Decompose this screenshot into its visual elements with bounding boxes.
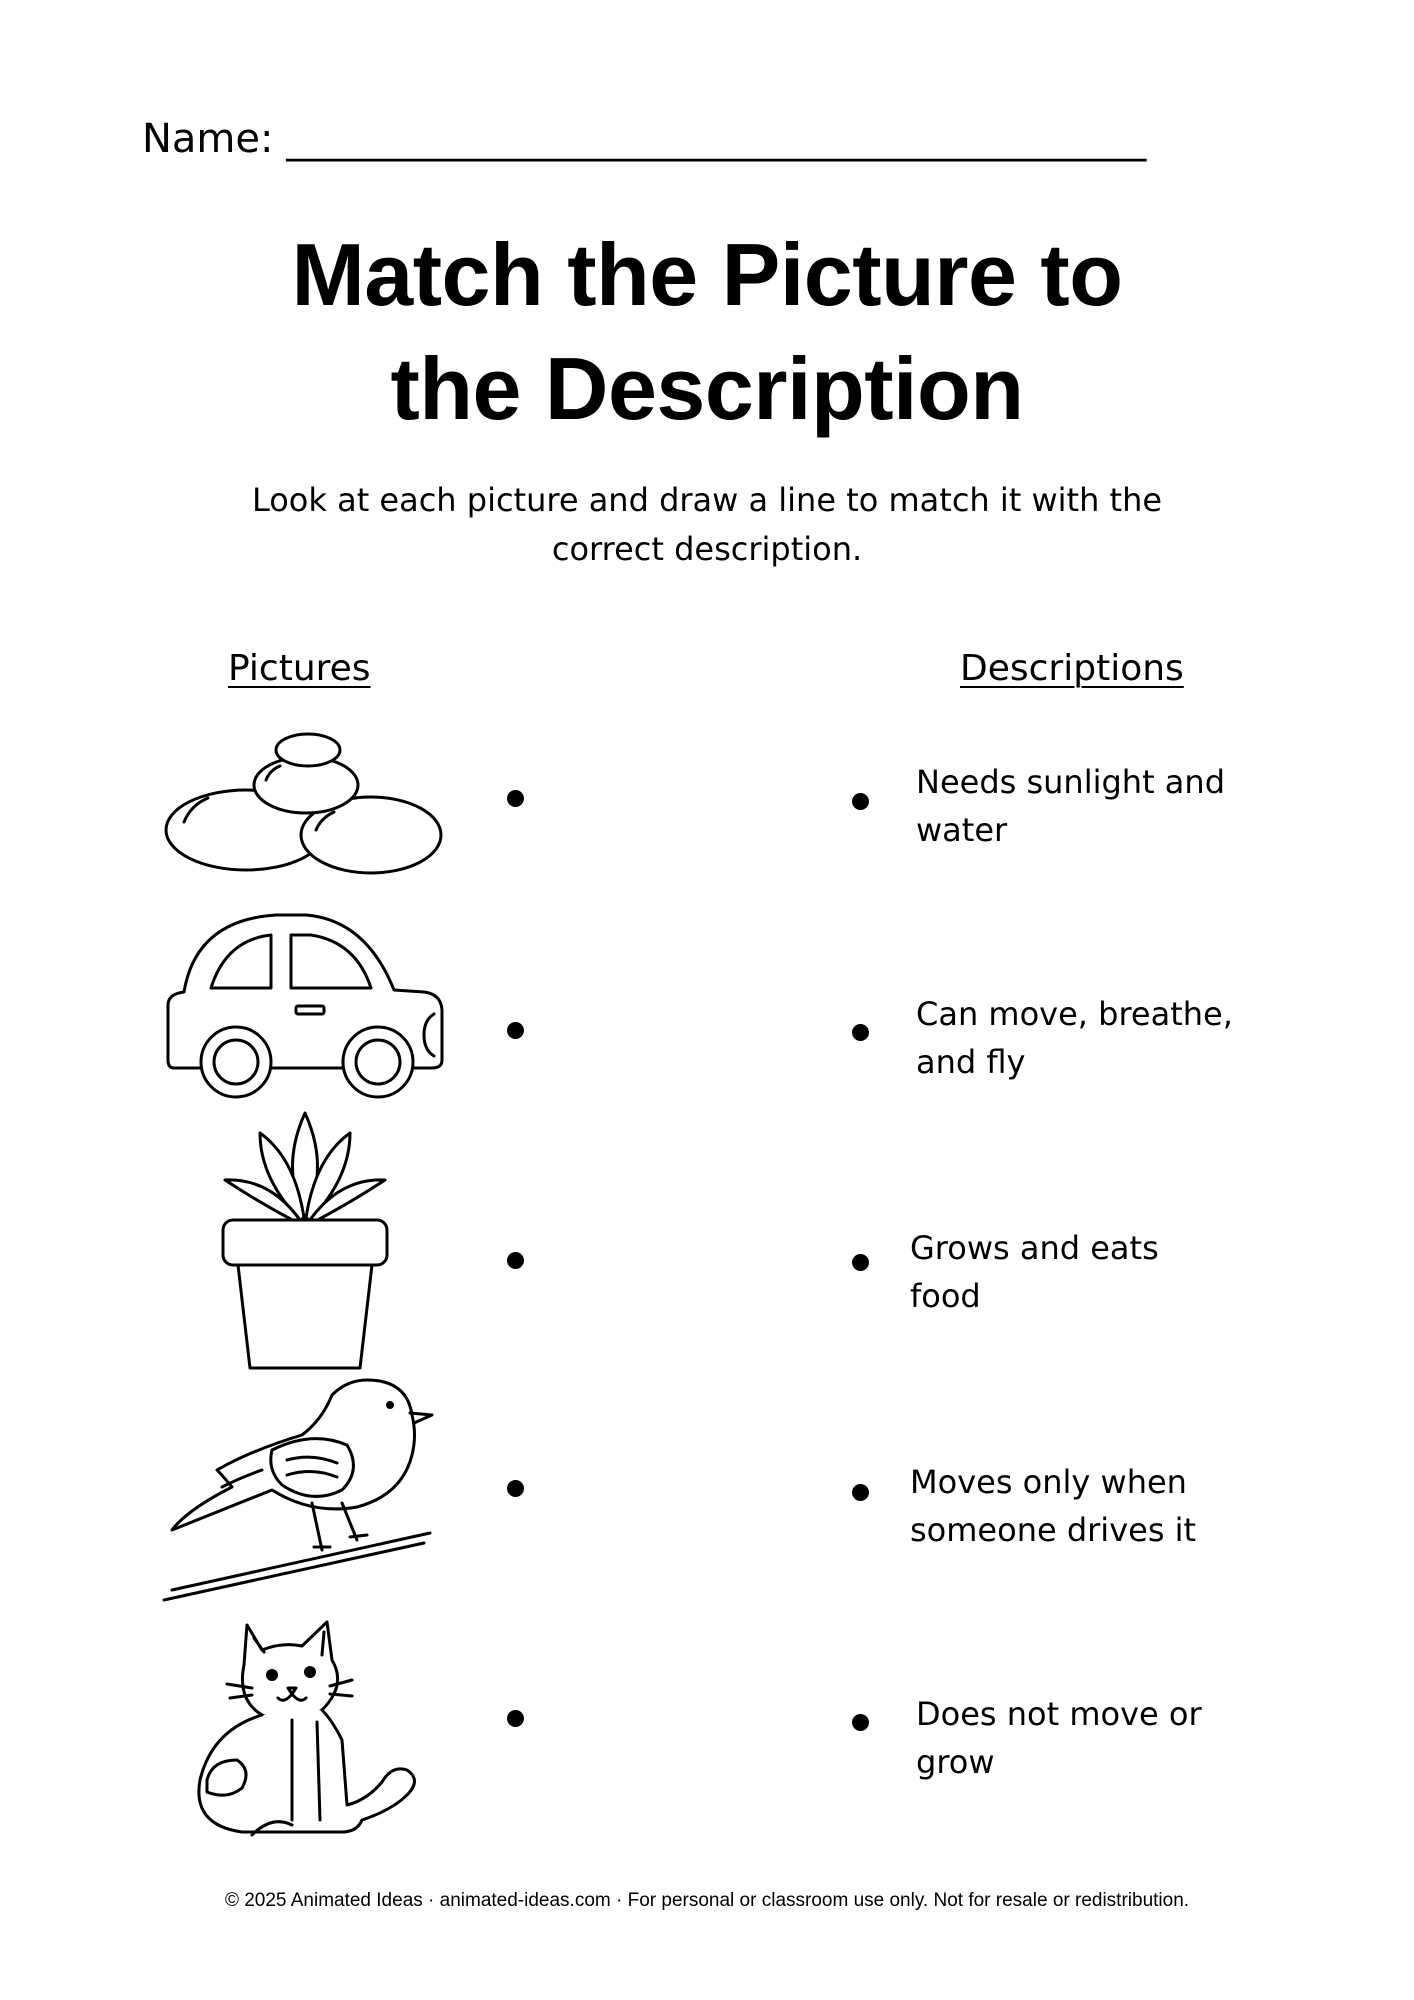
- description-dot-2[interactable]: [852, 1024, 869, 1041]
- description-2-line-2: and fly: [916, 1043, 1026, 1081]
- picture-dot-4[interactable]: [507, 1480, 524, 1497]
- description-3-line-2: food: [910, 1277, 981, 1315]
- description-4-line-2: someone drives it: [910, 1511, 1197, 1549]
- title-line-2: the Description: [390, 339, 1024, 438]
- description-1: [916, 758, 1276, 854]
- copyright-footer: © 2025 Animated Ideas · animated-ideas.com · For personal or classroom use only. Not for resale or redistribution.: [224, 1890, 1190, 1911]
- picture-dot-1[interactable]: [507, 790, 524, 807]
- description-2: [916, 990, 1276, 1086]
- description-1-line-2: water: [916, 811, 1008, 849]
- description-3-line-1: Grows and eats: [910, 1229, 1159, 1267]
- potted-plant-icon: [220, 1108, 390, 1377]
- car-icon: [166, 910, 446, 1104]
- description-2-line-1: Can move, breathe,: [916, 995, 1233, 1033]
- page-title: [0, 218, 1414, 446]
- name-field[interactable]: Name: ___________________________________________: [142, 116, 1147, 162]
- pictures-heading: Pictures: [228, 648, 371, 689]
- picture-dot-2[interactable]: [507, 1022, 524, 1039]
- description-5: [916, 1690, 1276, 1786]
- description-4: [910, 1458, 1270, 1554]
- stones-icon: [166, 730, 446, 884]
- bird-icon: [162, 1375, 447, 1609]
- picture-dot-5[interactable]: [507, 1710, 524, 1727]
- picture-dot-3[interactable]: [507, 1252, 524, 1269]
- cat-icon: [192, 1610, 422, 1844]
- instructions: Look at each picture and draw a line to match it with the correct description.: [251, 481, 1163, 568]
- description-dot-4[interactable]: [852, 1484, 869, 1501]
- title-line-1: Match the Picture to: [291, 225, 1123, 324]
- description-3: [910, 1224, 1270, 1320]
- description-5-line-1: Does not move or: [916, 1695, 1202, 1733]
- description-4-line-1: Moves only when: [910, 1463, 1187, 1501]
- description-5-line-2: grow: [916, 1743, 995, 1781]
- description-dot-1[interactable]: [852, 793, 869, 810]
- descriptions-heading: Descriptions: [960, 648, 1184, 689]
- description-1-line-1: Needs sunlight and: [916, 763, 1225, 801]
- description-dot-3[interactable]: [852, 1254, 869, 1271]
- description-dot-5[interactable]: [852, 1714, 869, 1731]
